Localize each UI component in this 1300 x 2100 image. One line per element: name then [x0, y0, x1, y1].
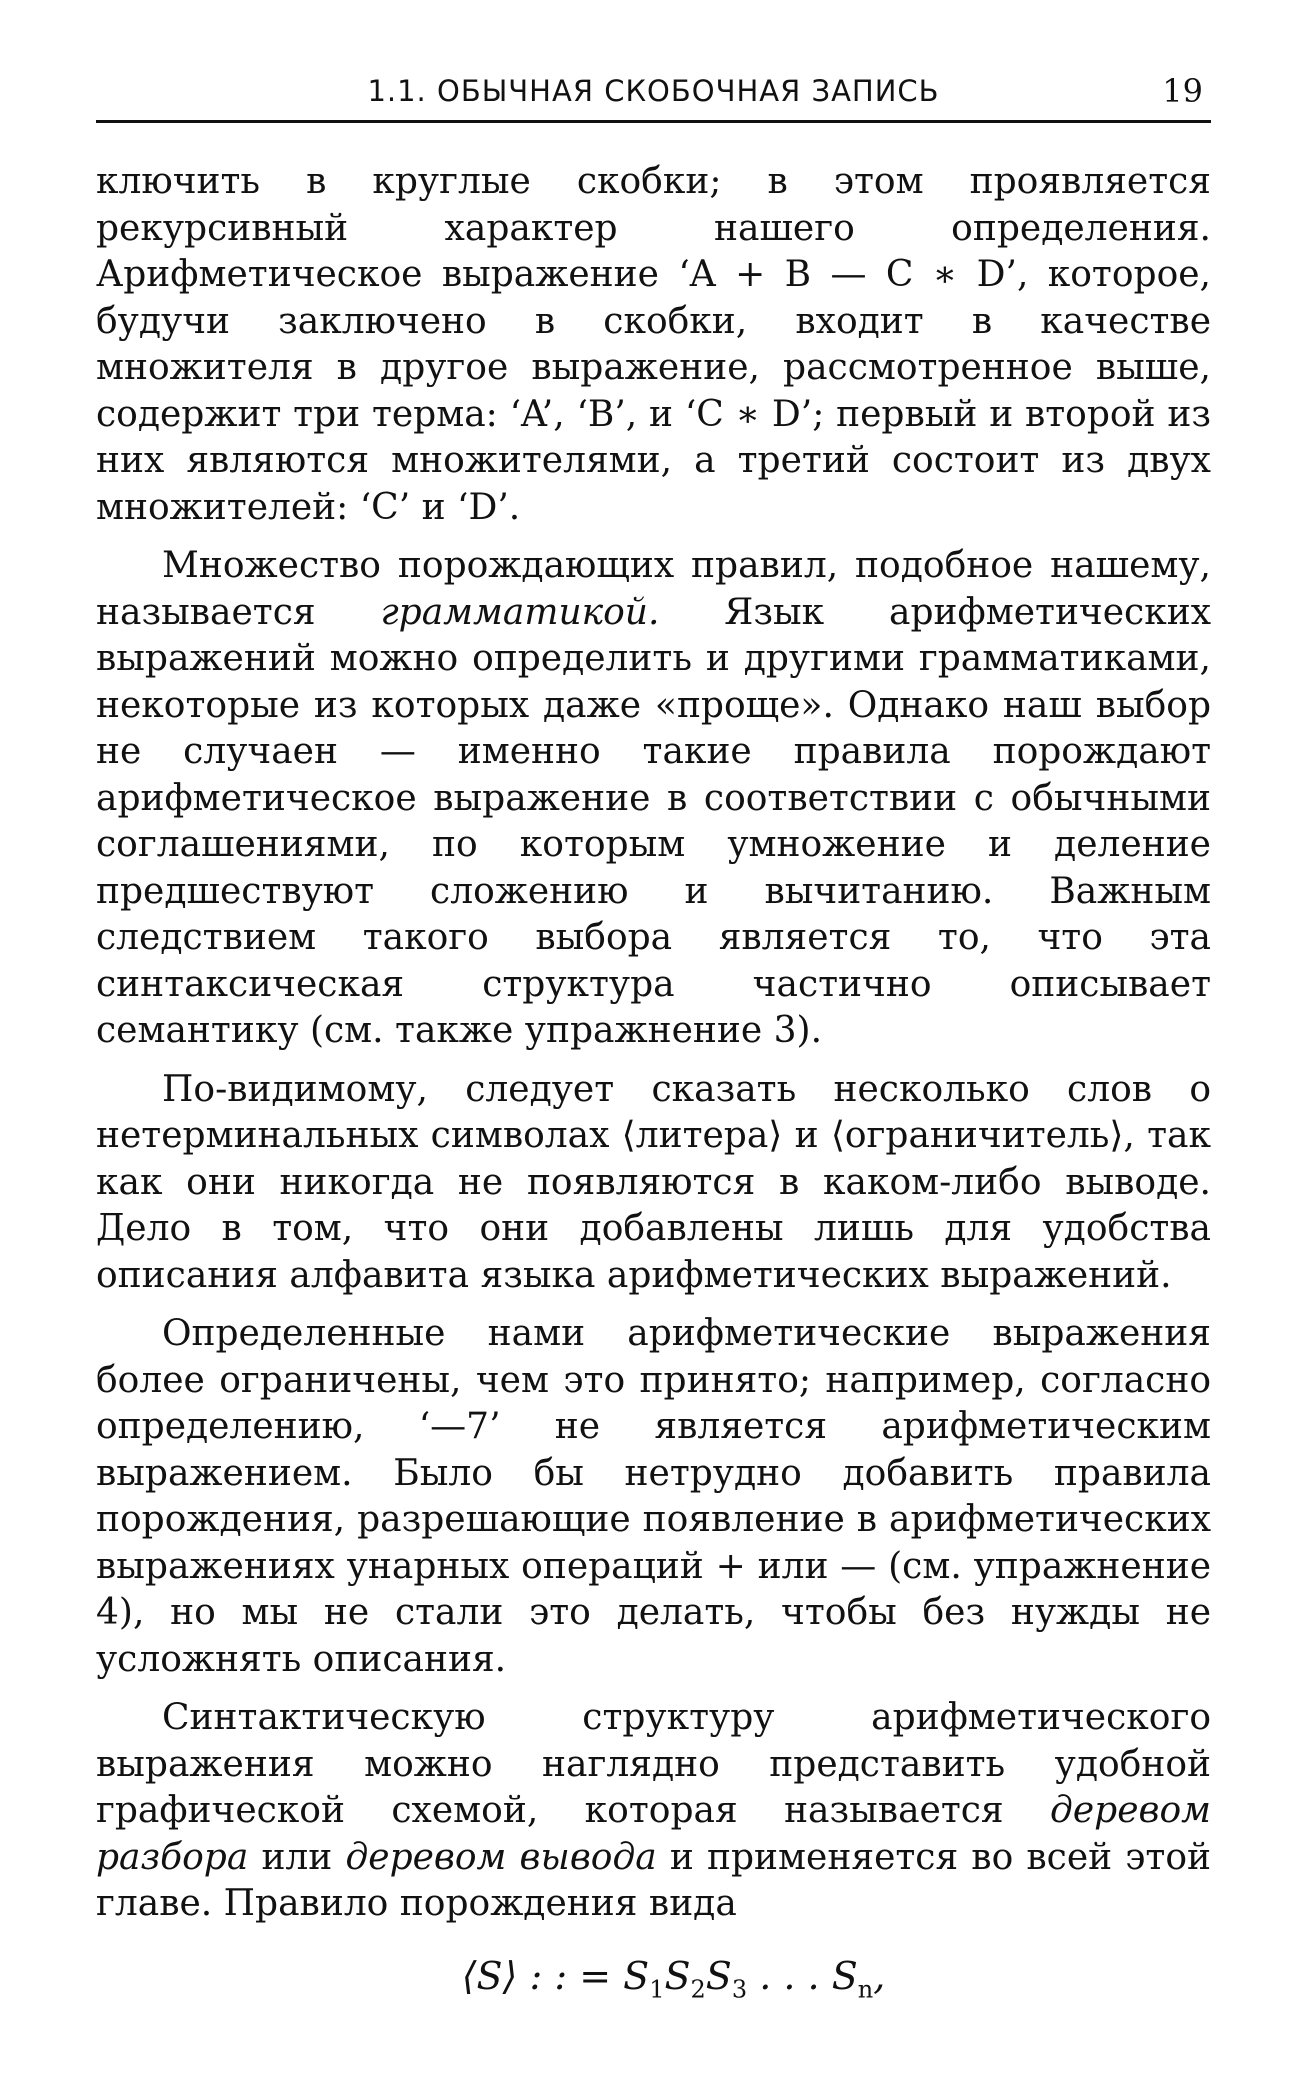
formula-symbol: S: [705, 1953, 732, 1998]
paragraph-2-part: Язык арифметических выражений можно определить и другими грамматиками, некоторые из которых даже «проще». Однако наш выбор не случаен — именно такие правила порождают арифметическое выражение в соответствии с обычными соглашениями, по которым умножение и деление предшествуют сложению и вычитанию. Важным следствием такого выбора является то, что эта синтаксическая структура частично описывает семантику (см. также упражнение 3).: [96, 591, 1212, 1051]
paragraph-5: [96, 1695, 1211, 1928]
term-parse-tree: деревом разбора: [96, 1790, 1211, 1878]
formula-subscript: 1: [649, 1975, 665, 2004]
formula-symbol: S: [623, 1953, 650, 1998]
formula-subscript: 2: [690, 1975, 706, 2004]
paragraph-1: ключить в круглые скобки; в этом проявляется рекурсивный характер нашего определения. Арифметическое выражение ‘A + B — C ∗ D’, которое, будучи заключено в скобки, входит в качестве множителя в другое выражение, рассмотренное выше, содержит три терма: ‘A’, ‘B’, и ‘C ∗ D’; первый и второй из них являются множителями, а третий состоит из двух множителей: ‘C’ и ‘D’.: [96, 161, 1211, 528]
paragraph-5-part: Синтактическую структуру арифметического выражения можно наглядно представить удобной графической схемой, которая называется: [96, 1697, 1211, 1831]
body-text: [96, 159, 1211, 2003]
formula-symbol: S: [664, 1953, 691, 1998]
term-grammar: грамматикой.: [380, 591, 660, 633]
production-rule-formula: [96, 1954, 1211, 2004]
paragraph-4: Определенные нами арифметические выражения более ограничены, чем это принято; например, согласно определению, ‘—7’ не является арифметическим выражением. Было бы нетрудно добавить правила порождения, разрешающие появление в арифметических выражениях унарных операций + или — (см. упражнение 4), но мы не стали это делать, чтобы без нужды не усложнять описания.: [96, 1313, 1211, 1680]
formula-lhs: ⟨S⟩: [461, 1953, 518, 1998]
formula-subscript: n: [857, 1975, 874, 2004]
page: [96, 60, 1211, 2003]
paragraph-3: По-видимому, следует сказать несколько слов о нетерминальных символах ⟨литера⟩ и ⟨ограничитель⟩, так как они никогда не появляются в каком-либо выводе. Дело в том, что они добавлены лишь для удобства описания алфавита языка арифметических выражений.: [96, 1068, 1211, 1296]
formula-operator: : : =: [517, 1953, 624, 1998]
paragraph-5-part: или: [248, 1836, 346, 1878]
running-header: [96, 60, 1211, 123]
paragraph-2: [96, 543, 1211, 1055]
formula-trailing-comma: ,: [873, 1953, 886, 1998]
term-derivation-tree: деревом вывода: [345, 1836, 657, 1878]
formula-subscript: 3: [731, 1975, 748, 2004]
paragraph-2-part: Множество порождающих правил, подобное нашему, называется: [96, 545, 1211, 633]
formula-ellipsis: . . .: [747, 1953, 832, 1998]
paragraph-5-part: и применяется во всей этой главе. Правило порождения вида: [96, 1836, 1212, 1924]
formula-symbol: S: [831, 1953, 858, 1998]
running-title: 1.1. ОБЫЧНАЯ СКОБОЧНАЯ ЗАПИСЬ: [367, 74, 940, 108]
page-number: 19: [1162, 72, 1203, 110]
